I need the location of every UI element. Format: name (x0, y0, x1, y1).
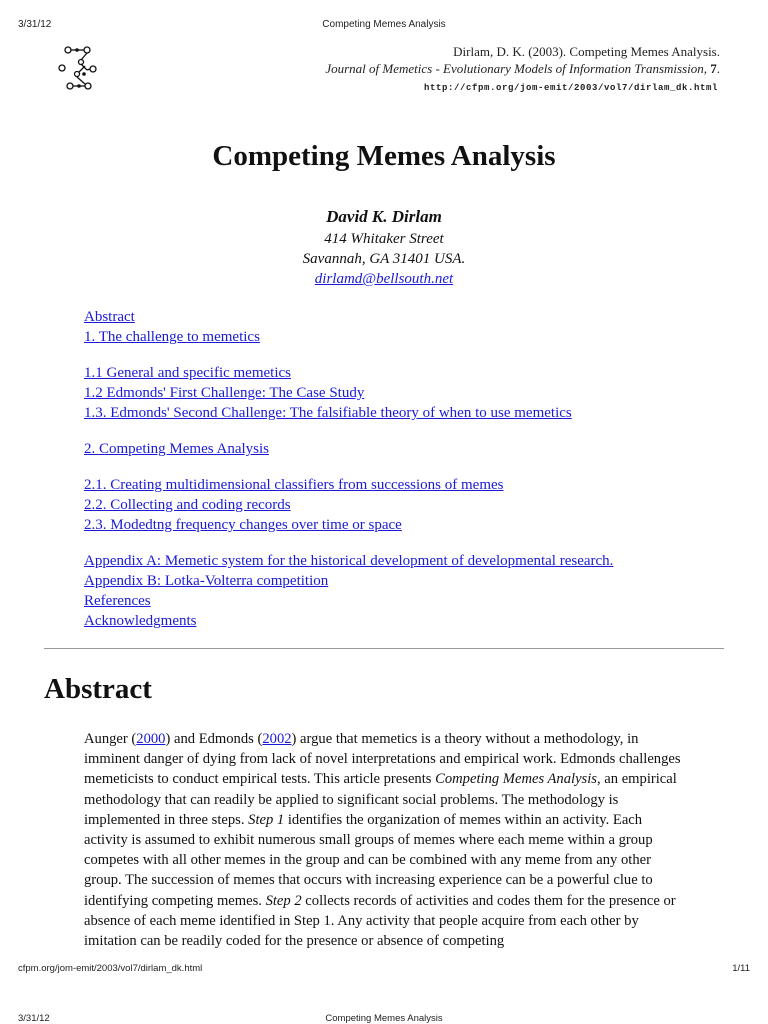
journal-name: Journal of Memetics - Evolutionary Models of Information Transmission (325, 61, 704, 76)
toc-link-1-3[interactable]: 1.3. Edmonds' Second Challenge: The falsifiable theory of when to use memetics (84, 405, 572, 421)
abstract-text: identifies the organization of memes within an activity. Each activity is assumed to exhibit numerous small groups of memes where each meme within a group competes with all other memes in the group and can be combined with any meme from any other group. The succession of memes that occurs with increasing experience can be a powerful clue to identifying competing memes. (84, 811, 653, 909)
author-email-row (0, 271, 768, 288)
abstract-heading: Abstract (44, 673, 152, 705)
toc-link-2[interactable]: 2. Competing Memes Analysis (84, 441, 269, 457)
toc-link-1-1[interactable]: 1.1 General and specific memetics (84, 365, 291, 381)
toc-link-challenge[interactable]: 1. The challenge to memetics (84, 329, 260, 345)
print-title: Competing Memes Analysis (322, 19, 446, 30)
toc-link-abstract[interactable]: Abstract (84, 309, 135, 325)
author-street: 414 Whitaker Street (324, 231, 444, 247)
journal-volume: 7 (710, 61, 717, 76)
section-divider (44, 648, 724, 649)
toc-link-appendix-a[interactable]: Appendix A: Memetic system for the historical development of developmental research. (84, 553, 614, 569)
toc-link-references[interactable]: References (84, 593, 151, 609)
author-email-link[interactable]: dirlamd@bellsouth.net (314, 271, 454, 287)
ref-link-2000[interactable]: 2000 (136, 731, 166, 747)
abstract-text: collects records of activities and codes them for the presence or absence of each meme identified in Step 1. Any activity that people acquire from each other by imitation can be readily coded for the presence or absence of competing (84, 892, 676, 950)
author-name-text: David K. Dirlam (326, 207, 442, 226)
toc-link-2-2[interactable]: 2.2. Collecting and coding records (84, 497, 291, 513)
toc-link-2-1[interactable]: 2.1. Creating multidimensional classifiers from successions of memes (84, 477, 504, 493)
author-name (0, 207, 768, 227)
print-footer-url: cfpm.org/jom-emit/2003/vol7/dirlam_dk.html (18, 963, 203, 974)
toc-link-1-2[interactable]: 1.2 Edmonds' First Challenge: The Case Study (84, 385, 365, 401)
print-title-next: Competing Memes Analysis (325, 1013, 443, 1024)
abstract-emphasis: Competing Memes Analysis (435, 771, 597, 788)
toc-link-2-3[interactable]: 2.3. Modedtng frequency changes over time or space (84, 517, 402, 533)
print-date-next: 3/31/12 (18, 1013, 50, 1024)
abstract-text: Aunger ( (84, 731, 137, 747)
abstract-text: ) and Edmonds ( (165, 731, 263, 747)
journal-logo-icon (57, 44, 107, 94)
abstract-emphasis: Step 1 (248, 811, 285, 828)
citation-journal: Journal of Memetics - Evolutionary Models of Information Transmission, 7. (325, 61, 720, 76)
table-of-contents (84, 307, 613, 631)
author-city: Savannah, GA 31401 USA. (302, 251, 466, 267)
ref-link-2002[interactable]: 2002 (262, 731, 292, 747)
toc-link-acknowledgments[interactable]: Acknowledgments (84, 613, 197, 629)
page-title: Competing Memes Analysis (212, 140, 556, 172)
print-footer-page: 1/11 (732, 963, 750, 974)
abstract-emphasis: Step 2 (265, 892, 302, 909)
citation-line: Dirlam, D. K. (2003). Competing Memes Analysis. (453, 44, 720, 59)
abstract-paragraph (84, 729, 684, 951)
print-date: 3/31/12 (18, 19, 52, 30)
abstract-text: ) argue that memetics is a theory without a methodology, in imminent danger of dying from lack of novel interpretations and empirical work. Edmonds challenges memeticists to conduct empirical tests. This article presents (84, 731, 681, 788)
toc-link-appendix-b[interactable]: Appendix B: Lotka-Volterra competition (84, 573, 329, 589)
abstract-text: , an empirical methodology that can readily be applied to significant social problems. The methodology is implemented in three steps. (84, 771, 677, 828)
article-url: http://cfpm.org/jom-emit/2003/vol7/dirlam_dk.html (423, 83, 718, 93)
